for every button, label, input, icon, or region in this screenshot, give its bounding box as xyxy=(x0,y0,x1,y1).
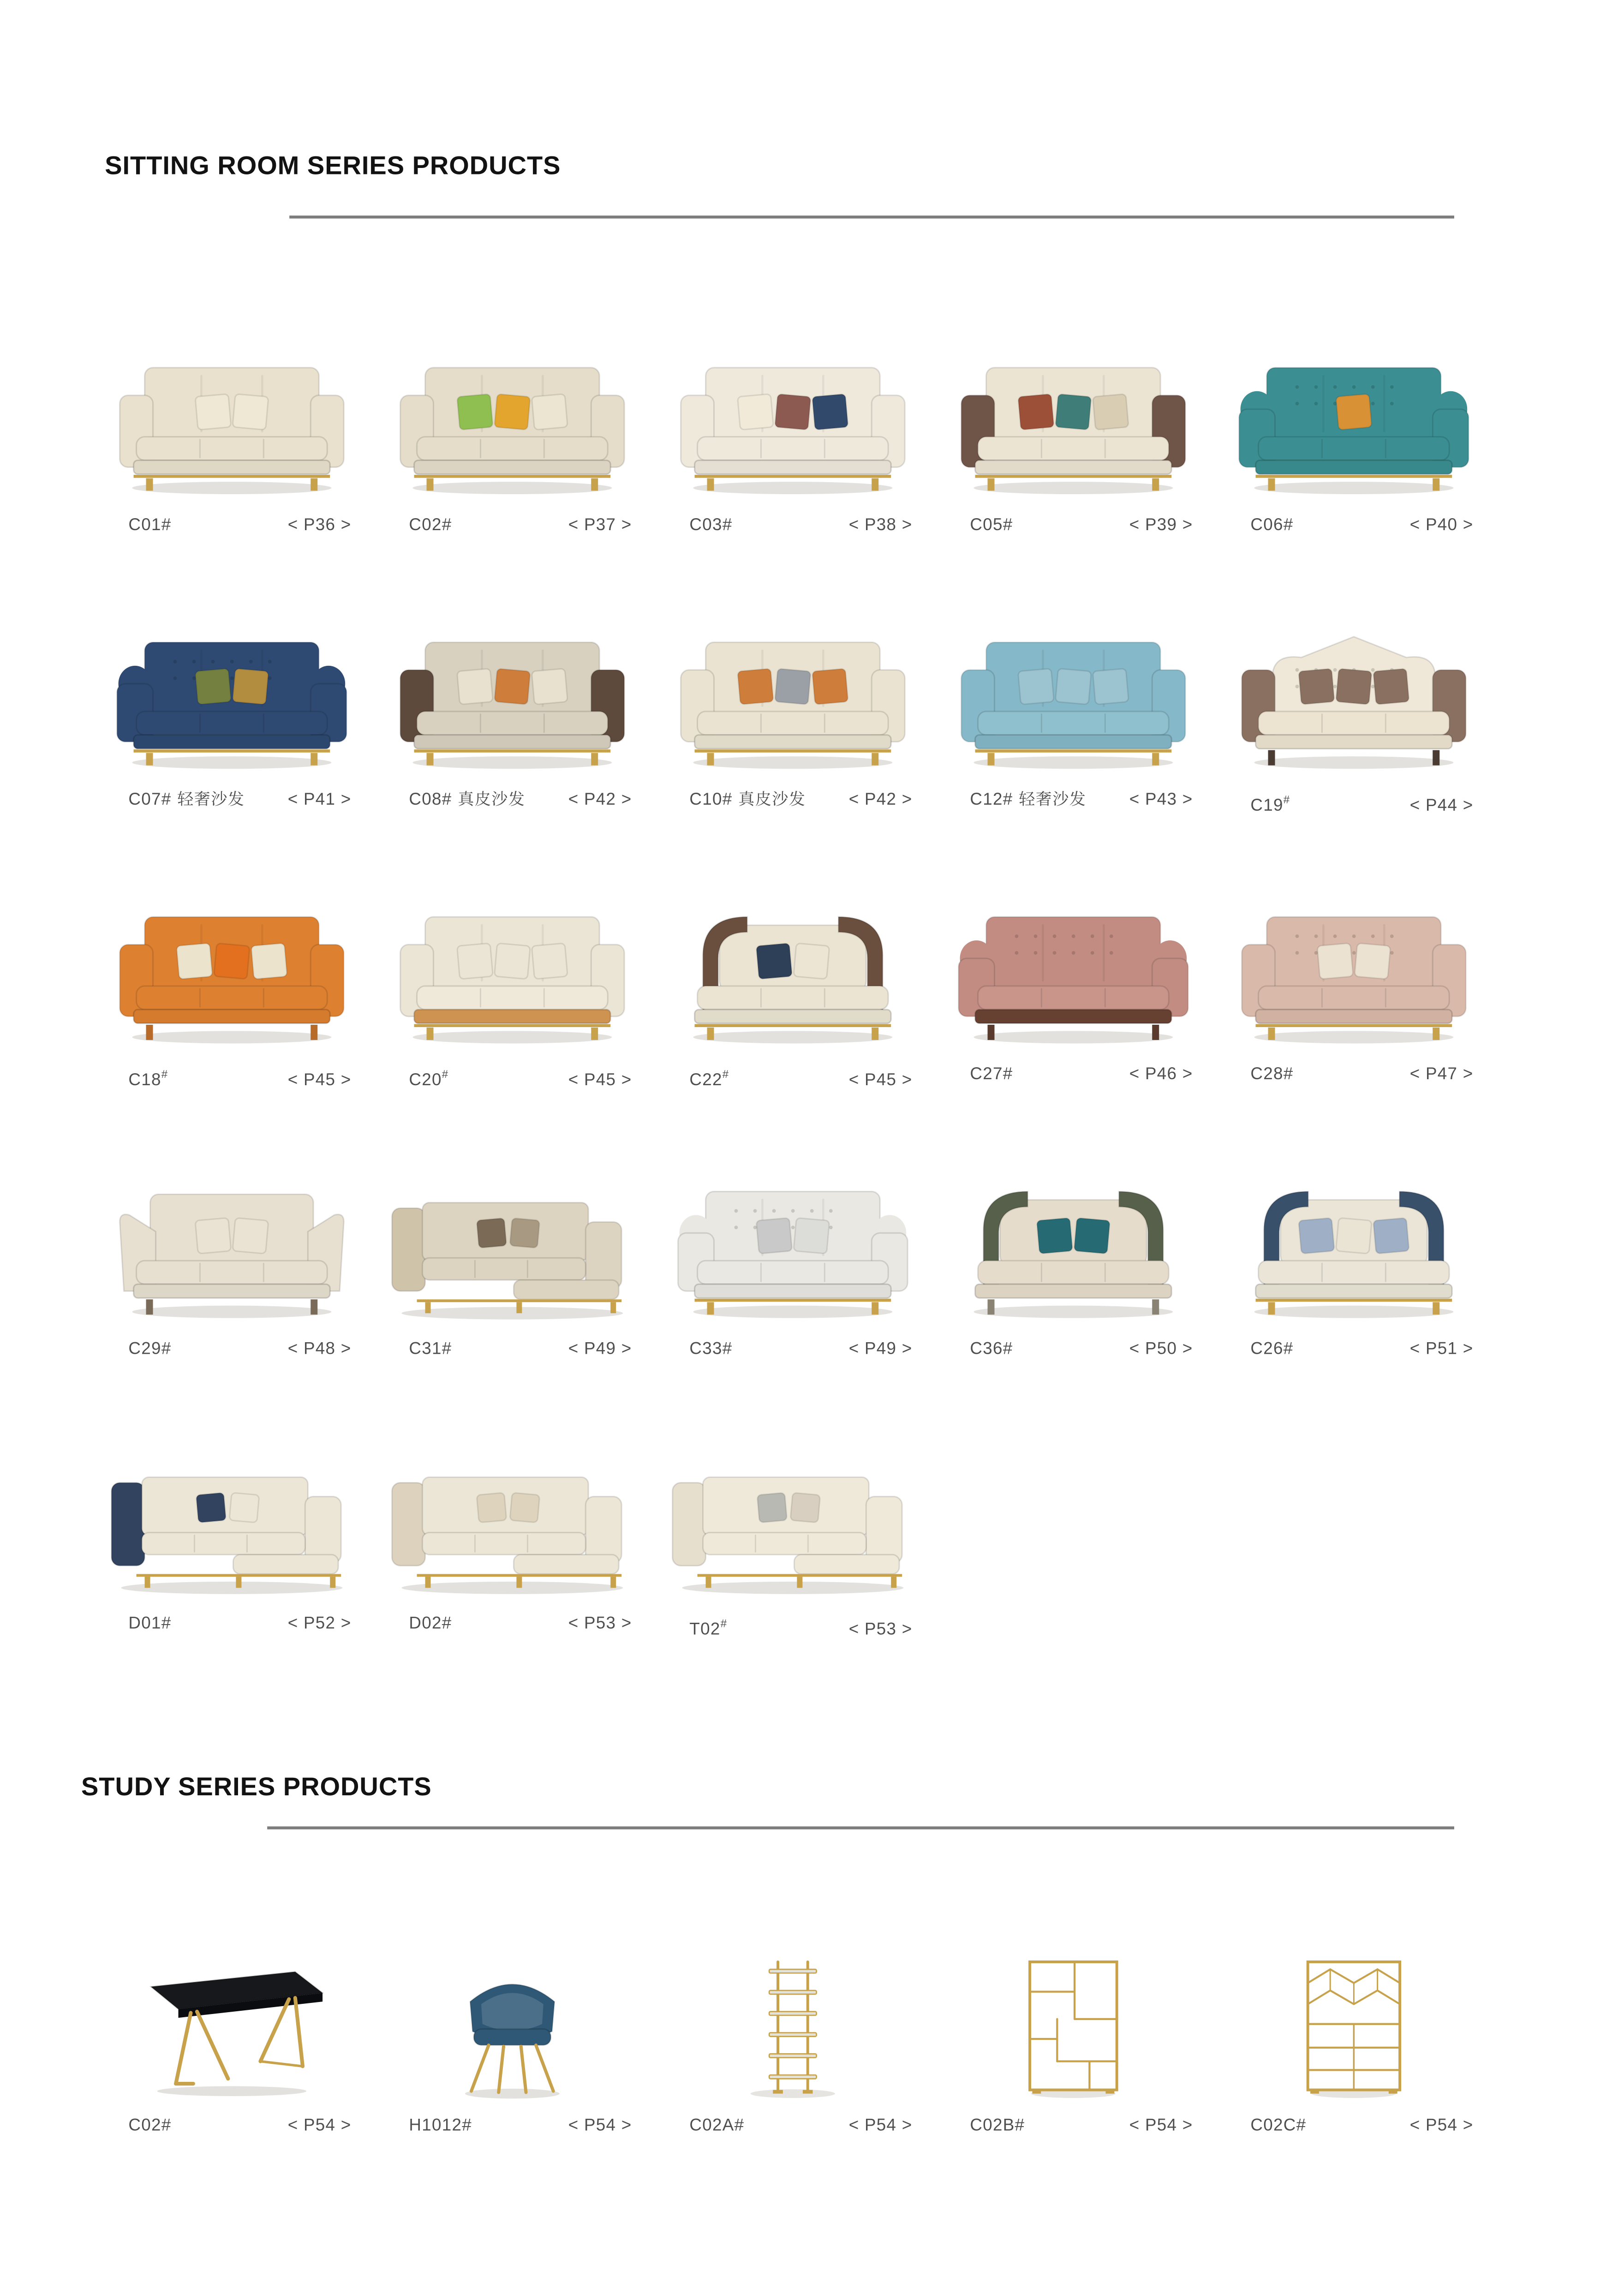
product-page-ref: < P43 > xyxy=(1129,791,1193,809)
product-code xyxy=(689,2113,744,2140)
product-card xyxy=(933,291,1213,539)
product-code-text: C01 xyxy=(128,517,161,535)
product-code xyxy=(1250,1336,1293,1363)
armchair-illustration xyxy=(394,1952,630,2101)
product-card xyxy=(91,566,372,814)
product-label-row xyxy=(652,1611,933,1638)
product-photo xyxy=(372,1115,652,1336)
product-card xyxy=(372,566,652,814)
section-underline xyxy=(289,215,1454,218)
product-page-ref: < P52 > xyxy=(287,1615,352,1633)
product-code-hash: # xyxy=(462,2117,472,2135)
product-code-hash: # xyxy=(161,1615,172,1633)
product-page-ref: < P54 > xyxy=(848,2117,913,2135)
product-page-ref: < P51 > xyxy=(1409,1340,1474,1358)
product-photo xyxy=(933,1891,1213,2113)
product-page-ref: < P53 > xyxy=(848,1621,913,1639)
product-page-ref: < P46 > xyxy=(1129,1066,1193,1084)
product-code xyxy=(409,2113,472,2140)
product-code xyxy=(409,1336,452,1363)
product-card xyxy=(933,566,1213,814)
product-label-row xyxy=(933,1336,1213,1363)
product-code-text: C02A xyxy=(689,2117,734,2135)
product-page-ref: < P54 > xyxy=(287,2117,352,2135)
product-code-hash: # xyxy=(1283,1340,1294,1358)
product-photo xyxy=(933,291,1213,512)
product-code-hash: # xyxy=(161,1067,168,1081)
product-photo xyxy=(91,1891,372,2113)
product-card xyxy=(372,840,652,1088)
product-code xyxy=(970,512,1013,539)
product-card xyxy=(652,1389,933,1638)
product-photo xyxy=(372,1389,652,1611)
product-code-hash: # xyxy=(161,2117,172,2135)
product-code-hash: # xyxy=(1003,1066,1013,1084)
sofa-illustration xyxy=(1223,1169,1486,1321)
product-code xyxy=(409,512,452,539)
product-code-hash: # xyxy=(1283,793,1290,807)
product-photo xyxy=(652,1389,933,1611)
product-label-row xyxy=(91,1336,372,1363)
product-page-ref: < P45 > xyxy=(848,1072,913,1090)
product-code-text: C28 xyxy=(1250,1066,1284,1084)
product-photo xyxy=(91,1389,372,1611)
product-code-text: C22 xyxy=(689,1072,722,1090)
sofa-illustration xyxy=(101,346,364,498)
product-card xyxy=(933,1891,1213,2140)
product-code-text: D02 xyxy=(409,1615,442,1633)
product-code-text: C03 xyxy=(689,517,722,535)
sectional-sofa-illustration xyxy=(381,1169,644,1321)
sofa-illustration xyxy=(942,895,1205,1047)
product-page-ref: < P37 > xyxy=(568,517,632,535)
product-photo xyxy=(652,1891,933,2113)
product-card xyxy=(91,1115,372,1363)
sectional-sofa-illustration xyxy=(662,1444,925,1596)
product-label-row xyxy=(372,1611,652,1638)
product-photo xyxy=(1213,566,1494,787)
product-code xyxy=(689,787,806,814)
sectional-sofa-illustration xyxy=(381,1444,644,1596)
product-code xyxy=(128,1062,168,1094)
section-title: STUDY SERIES PRODUCTS xyxy=(81,1772,432,1801)
product-code-text: C08 xyxy=(409,791,442,809)
product-label-row xyxy=(652,2113,933,2140)
section-underline xyxy=(267,1826,1454,1829)
product-code-hash: # xyxy=(442,791,452,809)
product-code xyxy=(128,512,171,539)
product-page-ref: < P42 > xyxy=(568,791,632,809)
sofa-illustration xyxy=(381,895,644,1047)
product-label-row xyxy=(1213,2113,1494,2140)
product-code-text: C02C xyxy=(1250,2117,1296,2135)
product-code-text: C18 xyxy=(128,1072,161,1090)
product-card xyxy=(652,566,933,814)
bookshelf-illustration xyxy=(1236,1952,1472,2101)
product-code xyxy=(128,1611,171,1638)
sofa-illustration xyxy=(942,1169,1205,1321)
bookshelf-illustration xyxy=(955,1952,1191,2101)
product-label-row xyxy=(933,1062,1213,1088)
sectional-sofa-illustration xyxy=(101,1444,364,1596)
product-code-text: C29 xyxy=(128,1340,161,1358)
product-code-hash: # xyxy=(1283,1066,1294,1084)
product-photo xyxy=(372,1891,652,2113)
product-label-row xyxy=(91,512,372,539)
product-card xyxy=(372,291,652,539)
product-code-text: D01 xyxy=(128,1615,161,1633)
product-card xyxy=(652,1115,933,1363)
product-card xyxy=(91,840,372,1088)
sofa-illustration xyxy=(942,620,1205,772)
product-code-hash: # xyxy=(161,517,172,535)
product-card xyxy=(652,840,933,1088)
product-code-hash: # xyxy=(1003,517,1013,535)
product-code-text: T02 xyxy=(689,1621,721,1639)
product-photo xyxy=(91,1115,372,1336)
product-label-row xyxy=(933,787,1213,814)
product-card xyxy=(91,1891,372,2140)
product-card xyxy=(372,1115,652,1363)
product-code-hash: # xyxy=(161,791,172,809)
product-code-text: C12 xyxy=(970,791,1003,809)
product-label-row xyxy=(1213,1062,1494,1088)
product-code xyxy=(689,512,732,539)
product-code xyxy=(128,2113,171,2140)
product-card xyxy=(933,1115,1213,1363)
product-photo xyxy=(1213,1891,1494,2113)
product-code xyxy=(970,1336,1013,1363)
product-photo xyxy=(933,840,1213,1062)
product-code xyxy=(1250,2113,1306,2140)
product-code-hash: # xyxy=(722,1067,729,1081)
product-code-hash: # xyxy=(1283,517,1294,535)
product-label-row xyxy=(1213,787,1494,814)
product-code-hash: # xyxy=(1003,791,1013,809)
product-code-text: C31 xyxy=(409,1340,442,1358)
product-code-text: C02B xyxy=(970,2117,1015,2135)
sofa-illustration xyxy=(101,895,364,1047)
product-code xyxy=(1250,787,1290,819)
product-zh-label: 轻奢沙发 xyxy=(1019,791,1087,809)
product-code-text: C02 xyxy=(409,517,442,535)
product-photo xyxy=(91,840,372,1062)
product-card xyxy=(372,1389,652,1638)
product-code-text: C36 xyxy=(970,1340,1003,1358)
product-label-row xyxy=(933,2113,1213,2140)
product-label-row xyxy=(933,512,1213,539)
product-label-row xyxy=(652,1062,933,1088)
product-code-hash: # xyxy=(1296,2117,1307,2135)
product-code xyxy=(970,787,1086,814)
product-photo xyxy=(91,291,372,512)
product-code-text: C07 xyxy=(128,791,161,809)
sofa-illustration xyxy=(1223,346,1486,498)
product-photo xyxy=(1213,1115,1494,1336)
product-code-hash: # xyxy=(442,1340,452,1358)
product-page-ref: < P49 > xyxy=(568,1340,632,1358)
product-code-hash: # xyxy=(442,517,452,535)
product-label-row xyxy=(1213,1336,1494,1363)
sofa-illustration xyxy=(101,620,364,772)
product-page-ref: < P53 > xyxy=(568,1615,632,1633)
product-photo xyxy=(372,566,652,787)
product-page-ref: < P40 > xyxy=(1409,517,1474,535)
product-code-text: C19 xyxy=(1250,797,1284,815)
section-title: SITTING ROOM SERIES PRODUCTS xyxy=(105,150,561,180)
sofa-illustration xyxy=(381,346,644,498)
sofa-illustration xyxy=(662,1169,925,1321)
product-photo xyxy=(933,1115,1213,1336)
product-photo xyxy=(652,566,933,787)
product-grid xyxy=(91,1891,1624,2140)
product-code xyxy=(409,1611,452,1638)
product-label-row xyxy=(91,1062,372,1088)
product-code xyxy=(689,1062,729,1094)
product-label-row xyxy=(91,2113,372,2140)
product-label-row xyxy=(652,512,933,539)
sofa-illustration xyxy=(1223,895,1486,1047)
product-code-hash: # xyxy=(161,1340,172,1358)
product-card xyxy=(91,1389,372,1638)
product-page-ref: < P54 > xyxy=(1129,2117,1193,2135)
product-label-row xyxy=(372,787,652,814)
sofa-illustration xyxy=(662,620,925,772)
product-page-ref: < P54 > xyxy=(568,2117,632,2135)
section-study xyxy=(0,1638,1624,2140)
product-code-hash: # xyxy=(442,1067,449,1081)
bookshelf-illustration xyxy=(675,1952,911,2101)
product-label-row xyxy=(372,1062,652,1088)
product-card xyxy=(652,291,933,539)
product-card xyxy=(1213,840,1494,1088)
product-page-ref: < P36 > xyxy=(287,517,352,535)
sofa-illustration xyxy=(662,346,925,498)
product-page-ref: < P50 > xyxy=(1129,1340,1193,1358)
product-photo xyxy=(372,291,652,512)
product-card xyxy=(1213,291,1494,539)
sofa-illustration xyxy=(381,620,644,772)
product-card xyxy=(372,1891,652,2140)
product-label-row xyxy=(372,1336,652,1363)
product-code-text: C26 xyxy=(1250,1340,1284,1358)
product-label-row xyxy=(652,1336,933,1363)
product-zh-label: 真皮沙发 xyxy=(458,791,525,809)
product-photo xyxy=(652,291,933,512)
product-code-hash: # xyxy=(734,2117,745,2135)
product-code xyxy=(970,1062,1013,1088)
product-code-text: C06 xyxy=(1250,517,1284,535)
product-code-text: C10 xyxy=(689,791,722,809)
product-label-row xyxy=(1213,512,1494,539)
product-code-text: C33 xyxy=(689,1340,722,1358)
product-code-hash: # xyxy=(1003,1340,1013,1358)
product-card xyxy=(1213,1891,1494,2140)
product-code xyxy=(689,1336,732,1363)
product-grid xyxy=(91,291,1624,1637)
product-code-hash: # xyxy=(722,1340,733,1358)
product-page-ref: < P48 > xyxy=(287,1340,352,1358)
product-label-row xyxy=(652,787,933,814)
sofa-illustration xyxy=(101,1169,364,1321)
product-page-ref: < P54 > xyxy=(1409,2117,1474,2135)
product-code-hash: # xyxy=(442,1615,452,1633)
product-code xyxy=(1250,1062,1293,1088)
product-label-row xyxy=(91,787,372,814)
product-code-text: C27 xyxy=(970,1066,1003,1084)
product-page-ref: < P42 > xyxy=(848,791,913,809)
product-zh-label: 轻奢沙发 xyxy=(177,791,245,809)
product-code-text: C02 xyxy=(128,2117,161,2135)
product-page-ref: < P45 > xyxy=(287,1072,352,1090)
product-page-ref: < P38 > xyxy=(848,517,913,535)
product-code-text: C20 xyxy=(409,1072,442,1090)
product-code-text: C05 xyxy=(970,517,1003,535)
product-page-ref: < P49 > xyxy=(848,1340,913,1358)
desk-illustration xyxy=(113,1952,350,2101)
product-photo xyxy=(933,566,1213,787)
product-card xyxy=(91,291,372,539)
sofa-illustration xyxy=(942,346,1205,498)
product-code xyxy=(970,2113,1025,2140)
product-page-ref: < P41 > xyxy=(287,791,352,809)
product-page-ref: < P45 > xyxy=(568,1072,632,1090)
product-code-hash: # xyxy=(1015,2117,1025,2135)
product-code-hash: # xyxy=(720,1617,728,1630)
product-code-hash: # xyxy=(722,517,733,535)
product-code xyxy=(128,787,245,814)
product-code xyxy=(409,787,525,814)
product-code xyxy=(409,1062,448,1094)
product-photo xyxy=(91,566,372,787)
product-page-ref: < P47 > xyxy=(1409,1066,1474,1084)
sofa-illustration xyxy=(1223,620,1486,772)
product-card xyxy=(1213,566,1494,814)
product-card xyxy=(1213,1115,1494,1363)
product-zh-label: 真皮沙发 xyxy=(738,791,806,809)
product-label-row xyxy=(91,1611,372,1638)
sofa-illustration xyxy=(662,895,925,1047)
product-label-row xyxy=(372,512,652,539)
product-card xyxy=(933,840,1213,1088)
product-label-row xyxy=(372,2113,652,2140)
product-card xyxy=(652,1891,933,2140)
product-code-hash: # xyxy=(722,791,733,809)
product-photo xyxy=(652,1115,933,1336)
product-photo xyxy=(372,840,652,1062)
product-photo xyxy=(652,840,933,1062)
product-photo xyxy=(1213,291,1494,512)
product-code xyxy=(128,1336,171,1363)
product-code-text: H1012 xyxy=(409,2117,462,2135)
product-page-ref: < P39 > xyxy=(1129,517,1193,535)
product-photo xyxy=(1213,840,1494,1062)
product-page-ref: < P44 > xyxy=(1409,797,1474,815)
product-code xyxy=(1250,512,1293,539)
